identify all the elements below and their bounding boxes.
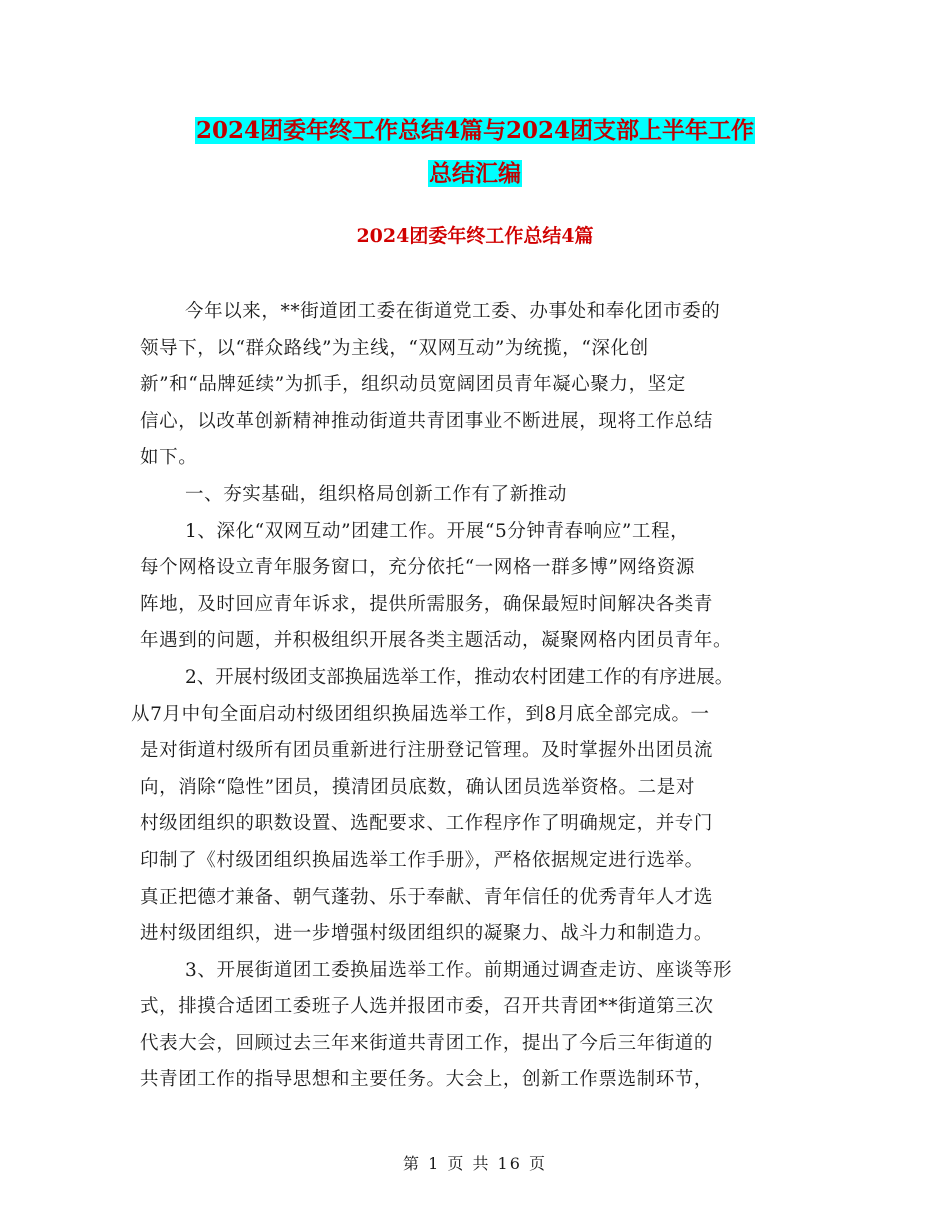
paragraph-line: 进村级团组织，进一步增强村级团组织的凝聚力、战斗力和制造力。 [140, 923, 714, 945]
paragraph-line: 如下。 [140, 447, 198, 469]
paragraph-line: 真正把德才兼备、朝气蓬勃、乐于奉献、青年信任的优秀青年人才选 [140, 886, 714, 908]
document-title-line-2: 总结汇编 [429, 160, 521, 187]
paragraph-line: 年遇到的问题，并积极组织开展各类主题活动，凝聚网格内团员青年。 [140, 630, 733, 652]
paragraph-line: 是对街道村级所有团员重新进行注册登记管理。及时掌握外出团员流 [140, 740, 714, 762]
body-text [131, 294, 830, 1099]
paragraph-line: 今年以来，**街道团工委在街道党工委、办事处和奉化团市委的 [185, 301, 721, 322]
paragraph-line: 2、开展村级团支部换届选举工作，推动农村团建工作的有序进展。 [185, 666, 734, 688]
paragraph-line: 信心，以改革创新精神推动街道共青团事业不断进展，现将工作总结 [140, 410, 714, 432]
paragraph-line: 共青团工作的指导思想和主要任务。大会上，创新工作票选制环节， [140, 1069, 714, 1091]
paragraph-line: 式，排摸合适团工委班子人选并报团市委，召开共青团**街道第三次 [140, 996, 714, 1018]
paragraph-line: 村级团组织的职数设置、选配要求、工作程序作了明确规定，并专门 [140, 813, 714, 835]
paragraph-line: 阵地，及时回应青年诉求，提供所需服务，确保最短时间解决各类青 [140, 593, 714, 615]
document-title-line-1: 2024团委年终工作总结4篇与2024团支部上半年工作 [195, 117, 755, 144]
paragraph-line: 领导下，以“群众路线”为主线，“双网互动”为统揽，“深化创 [140, 337, 649, 359]
paragraph-line: 印制了《村级团组织换届选举工作手册》，严格依据规定进行选举。 [140, 849, 704, 871]
paragraph-line: 新”和“品牌延续”为抓手，组织动员宽阔团员青年凝心聚力，坚定 [140, 374, 686, 396]
paragraph-line: 3、开展街道团工委换届选举工作。前期通过调查走访、座谈等形 [185, 959, 733, 981]
page-number-footer: 第 1 页 共 16 页 [403, 1154, 547, 1173]
section-title: 2024团委年终工作总结4篇 [356, 225, 594, 247]
paragraph-line: 每个网格设立青年服务窗口，充分依托“一网格一群多博”网络资源 [140, 557, 695, 579]
paragraph-line: 向，消除“隐性”团员，摸清团员底数，确认团员选举资格。二是对 [140, 776, 695, 798]
paragraph-line: 代表大会，回顾过去三年来街道共青团工作，提出了今后三年街道的 [140, 1032, 714, 1054]
section-heading-line: 一、夯实基础，组织格局创新工作有了新推动 [185, 483, 568, 505]
paragraph-line: 1、深化“双网互动”团建工作。开展“5分钟青春响应”工程， [185, 520, 690, 542]
paragraph-line: 从7月中旬全面启动村级团组织换届选举工作，到8月底全部完成。一 [131, 703, 710, 725]
